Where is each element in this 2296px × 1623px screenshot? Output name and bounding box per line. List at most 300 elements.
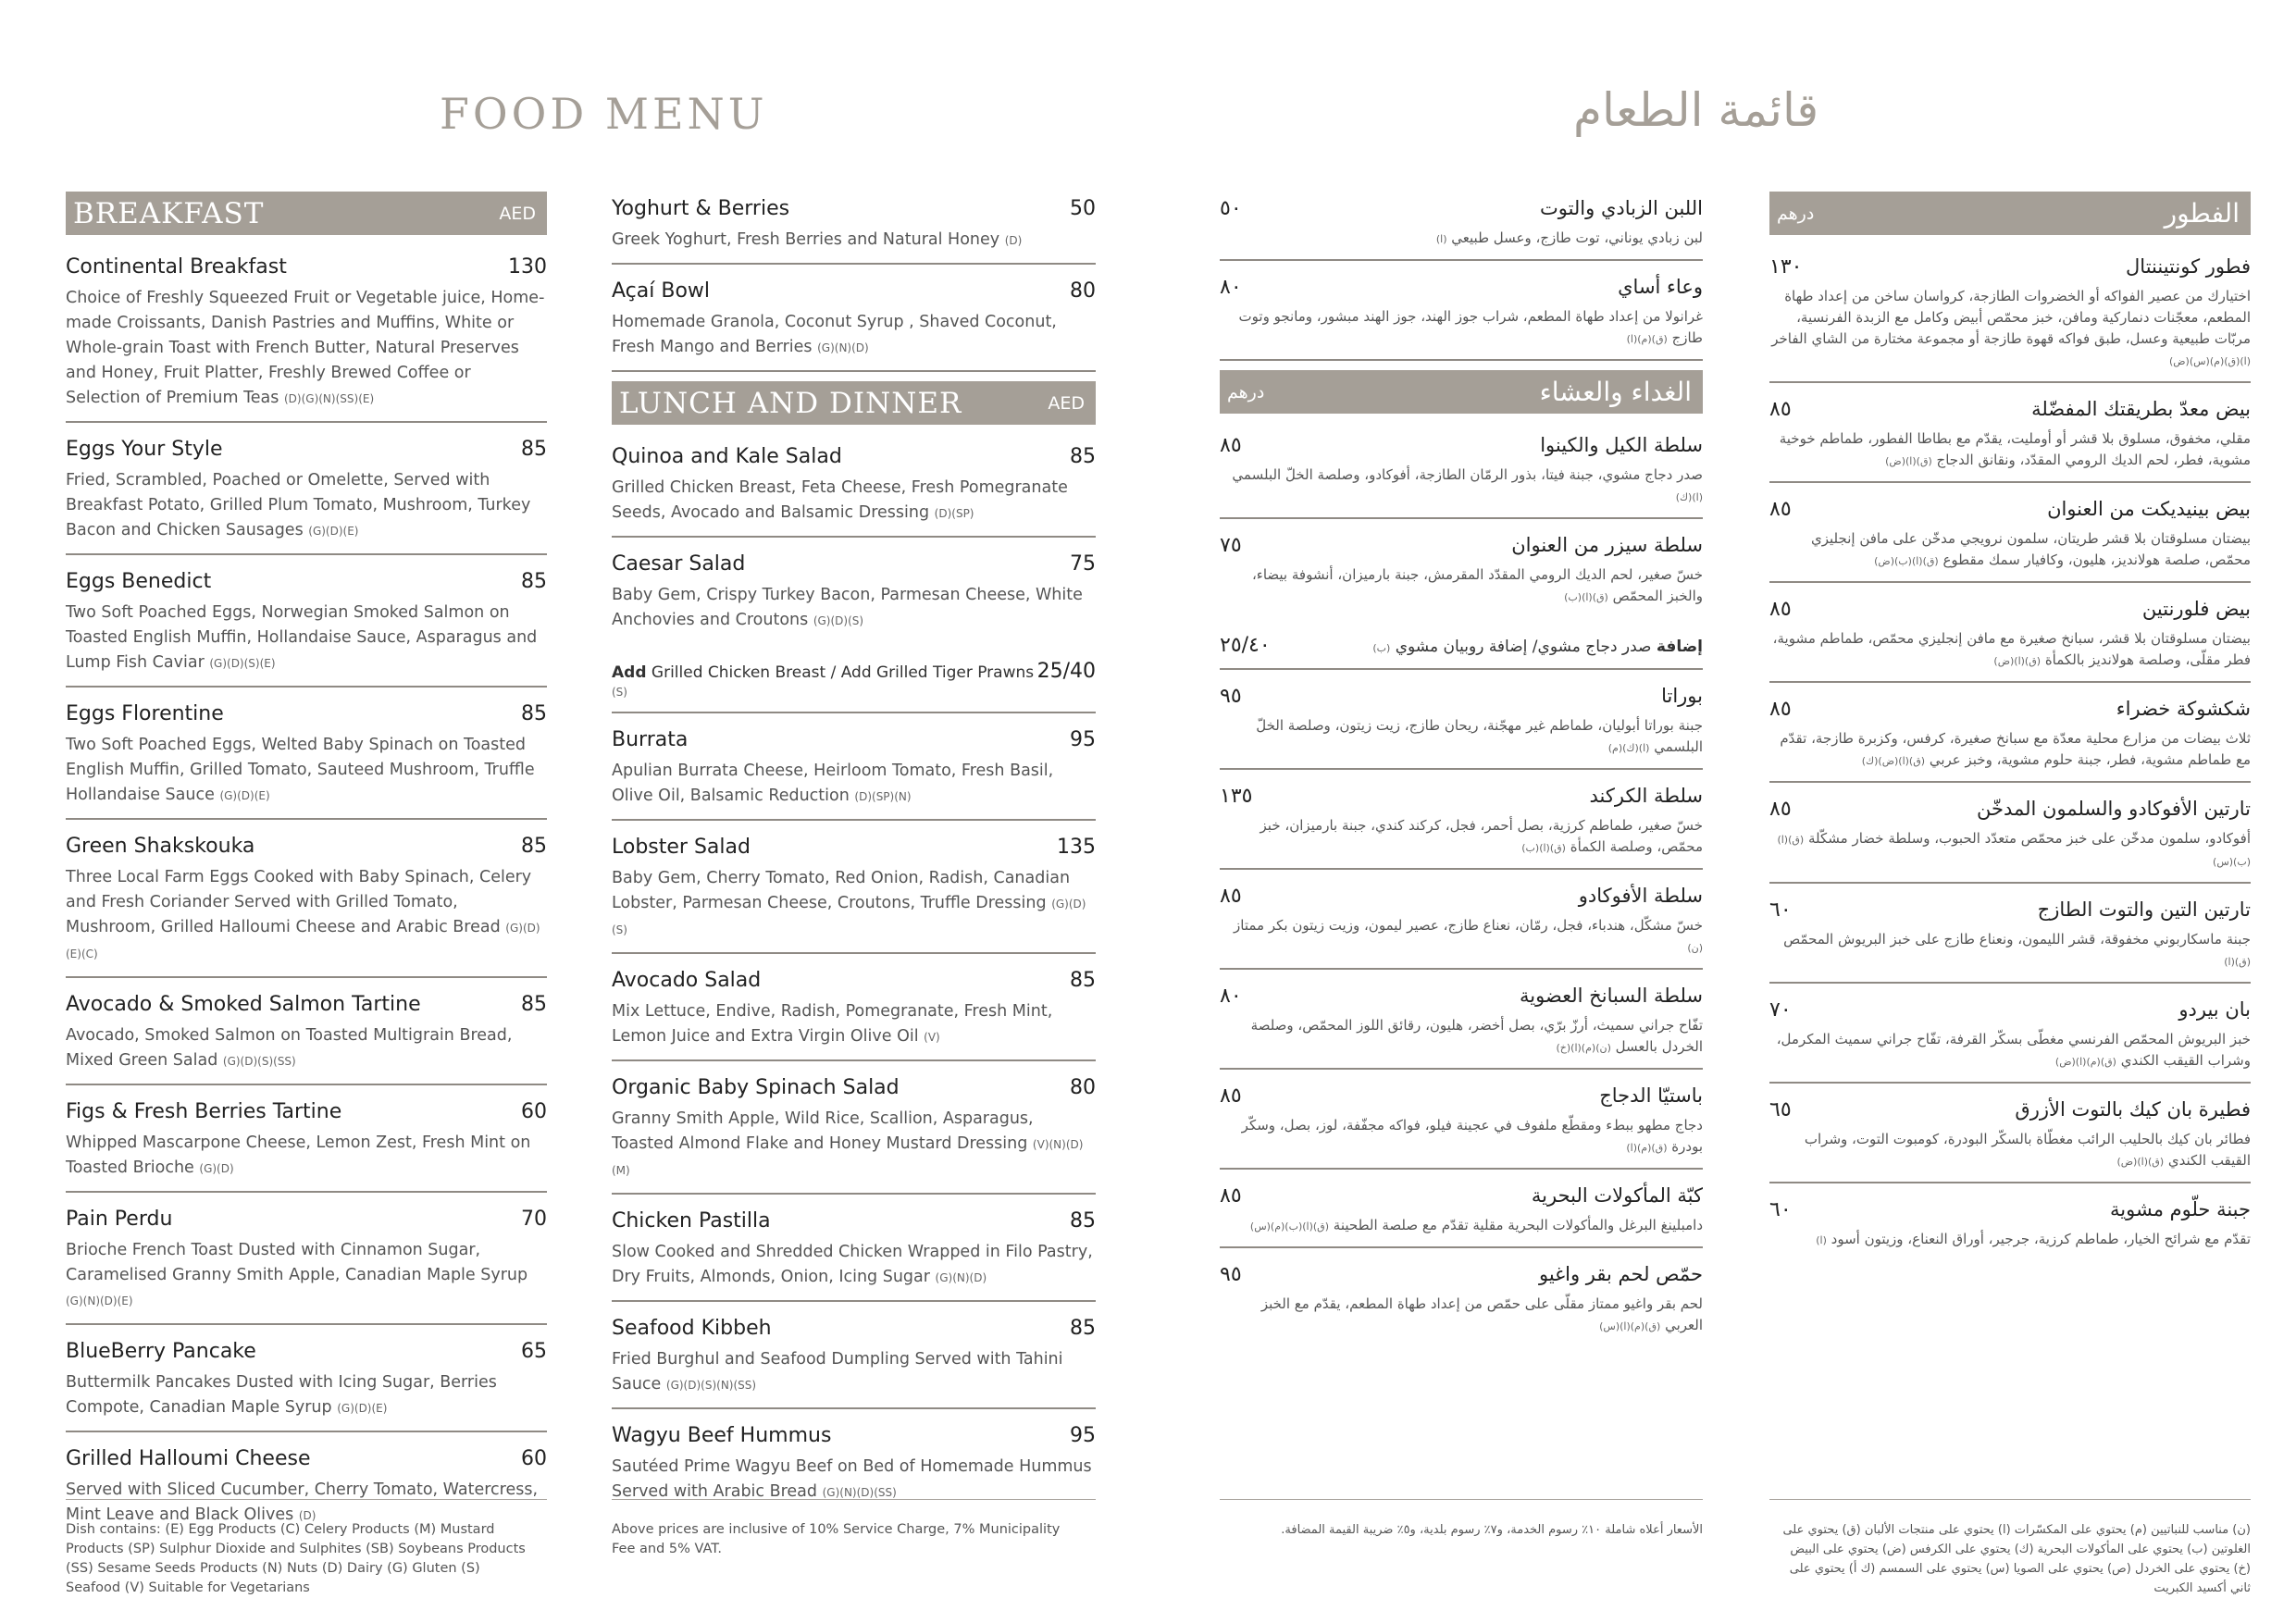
menu-item-allergens: (G)(D)(E) bbox=[337, 1402, 388, 1415]
menu-item bbox=[1220, 528, 1703, 617]
menu-item-allergens: (G)(N)(D) bbox=[817, 341, 869, 354]
menu-item-price: 85 bbox=[521, 438, 547, 461]
menu-item bbox=[1769, 692, 2251, 783]
menu-item bbox=[66, 250, 547, 423]
menu-item-name: Yoghurt & Berries bbox=[612, 197, 790, 220]
menu-item-allergens: (V) bbox=[924, 1031, 940, 1044]
menu-item-desc-text: Two Soft Poached Eggs, Norwegian Smoked Salmon on Toasted English Muffin, Hollandaise Sauce, Asparagus and Lump Fish Caviar bbox=[66, 603, 538, 672]
menu-item-header bbox=[1220, 1184, 1703, 1208]
ar-breakfast-title: الفطور bbox=[2164, 198, 2240, 229]
menu-item-allergens: (G)(N)(D)(E) bbox=[66, 1295, 133, 1307]
menu-item-description bbox=[66, 733, 547, 809]
menu-item-desc-text: خسّ صغير، طماطم كرزية، بصل أحمر، فجل، كركند كندي، جبنة بارميزان، خبز محمّص، وصلصة الكمأة bbox=[1260, 817, 1703, 855]
footer-prices-ar bbox=[1220, 1499, 1703, 1540]
menu-item-header bbox=[66, 1340, 547, 1363]
currency-label: AED bbox=[1048, 392, 1085, 414]
menu-item-desc-text: Granny Smith Apple, Wild Rice, Scallion, Asparagus, Toasted Almond Flake and Honey Mustard Dressing bbox=[612, 1109, 1034, 1153]
menu-item-name: فطور كونتيننتال bbox=[2126, 255, 2251, 278]
menu-item-name: Green Shakskouka bbox=[66, 835, 255, 858]
footer-prices-en bbox=[612, 1499, 1096, 1559]
menu-item-price: 85 bbox=[521, 835, 547, 858]
menu-item bbox=[66, 1202, 547, 1325]
menu-item-price: 85 bbox=[1070, 1317, 1096, 1340]
menu-item bbox=[612, 963, 1096, 1061]
menu-item bbox=[66, 1334, 547, 1432]
menu-item-price: ٨٥ bbox=[1769, 398, 1792, 421]
menu-item-price: ٩٥ bbox=[1220, 685, 1242, 708]
menu-item-price: 80 bbox=[1070, 1076, 1096, 1099]
ar-lunch-column bbox=[1220, 192, 1703, 1356]
menu-item-description bbox=[66, 865, 547, 967]
allergen-legend-ar: (ن) مناسب للنباتيين (م) يحتوي على المكسّرات (ا) يحتوي على منتجات الألبان (ق) يحتوي على الغلوتين (ب) يحتوي على المأكولات البحرية (ك) يحتوي على الكرفس (ض) يحتوي على البيض (خ) يحتوي على الخردل (ص) يحتوي على الصويا (س) يحتوي على السمسم (ك أ) يحتوي على ثاني أكسيد الكبريت bbox=[1782, 1523, 2251, 1595]
menu-item-header bbox=[1769, 398, 2251, 421]
menu-item bbox=[1769, 1093, 2251, 1183]
currency-label: AED bbox=[499, 203, 536, 224]
menu-item bbox=[1769, 492, 2251, 583]
menu-item-allergens: (G)(D)(S) bbox=[813, 614, 864, 627]
menu-item-allergens: (ق)(ا)(ب)(س) bbox=[1777, 834, 2251, 868]
ar-addon-text bbox=[1372, 638, 1703, 656]
menu-item bbox=[612, 1311, 1096, 1409]
menu-item-name: Organic Baby Spinach Salad bbox=[612, 1076, 900, 1099]
menu-item bbox=[1769, 993, 2251, 1084]
menu-item-name: Eggs Florentine bbox=[66, 702, 224, 725]
menu-item-allergens: (G)(D) bbox=[199, 1162, 234, 1175]
menu-item-price: 85 bbox=[1070, 445, 1096, 468]
menu-item-name: سلطة الكركند bbox=[1589, 785, 1703, 807]
menu-item-desc-text: خبز البريوش المحمّص الفرنسي مغطّى بسكّر القرفة، تفّاح جراني سميث المكرمل، وشراب القيقب الكندي bbox=[1776, 1031, 2251, 1069]
menu-item-desc-text: خسّ صغير، لحم الديك الرومي المقدّد المقرمش، جبنة بارميزان، أنشوفة بيضاء، والخبز المحمّص bbox=[1251, 566, 1703, 604]
menu-item-description bbox=[1220, 1015, 1703, 1059]
menu-item bbox=[1220, 428, 1703, 519]
menu-item-name: Lobster Salad bbox=[612, 836, 751, 859]
menu-item-price: ٩٥ bbox=[1220, 1263, 1242, 1286]
menu-item-header bbox=[612, 728, 1096, 751]
menu-item-header bbox=[612, 279, 1096, 303]
menu-item-name: Pain Perdu bbox=[66, 1208, 173, 1231]
menu-item bbox=[1220, 679, 1703, 770]
menu-item-name: اللبن الزبادي والتوت bbox=[1539, 197, 1703, 219]
menu-item bbox=[66, 987, 547, 1085]
menu-item-allergens: (ق)(ا)(ب)(م)(س) bbox=[1249, 1220, 1330, 1233]
menu-item-name: Grilled Halloumi Cheese bbox=[66, 1447, 311, 1470]
menu-item-header bbox=[1220, 1263, 1703, 1286]
menu-item-description bbox=[1769, 286, 2251, 372]
menu-item-header bbox=[612, 1076, 1096, 1099]
price-note-en: Above prices are inclusive of 10% Service Charge, 7% Municipality Fee and 5% VAT. bbox=[612, 1522, 1061, 1556]
menu-item-allergens: (D) bbox=[298, 1509, 316, 1522]
menu-item-description bbox=[1220, 564, 1703, 608]
menu-item-name: بيض معدّ بطريقتك المفضّلة bbox=[2031, 398, 2251, 420]
menu-item bbox=[1769, 592, 2251, 683]
addon-label: Add bbox=[612, 663, 647, 682]
menu-item-allergens: (V)(N)(D)(M) bbox=[612, 1138, 1084, 1177]
menu-item-desc-text: Greek Yoghurt, Fresh Berries and Natural Honey bbox=[612, 230, 1000, 249]
menu-item-description bbox=[612, 1240, 1096, 1291]
menu-item-price: 50 bbox=[1070, 197, 1096, 220]
menu-item-description bbox=[1220, 915, 1703, 959]
menu-item bbox=[1769, 893, 2251, 984]
menu-item-description bbox=[612, 228, 1096, 254]
ar-breakfast-more-list bbox=[1220, 192, 1703, 361]
menu-item-name: Quinoa and Kale Salad bbox=[612, 445, 842, 468]
menu-item-header bbox=[1769, 598, 2251, 621]
menu-item-header bbox=[1220, 197, 1703, 220]
menu-item-description bbox=[66, 1238, 547, 1314]
menu-item-header bbox=[612, 836, 1096, 859]
menu-item-price: 85 bbox=[521, 570, 547, 593]
menu-item-allergens: (G)(D)(S)(N)(SS) bbox=[665, 1379, 757, 1392]
menu-item-price: 65 bbox=[521, 1340, 547, 1363]
menu-item-desc-text: Served with Sliced Cucumber, Cherry Tomato, Watercress, Mint Leave and Black Olives bbox=[66, 1481, 539, 1524]
lunch-column bbox=[612, 192, 1096, 1524]
menu-item-allergens: (D)(SP)(N) bbox=[854, 790, 912, 803]
menu-item-price: ٦٠ bbox=[1769, 898, 1792, 922]
menu-item-price: ٧٠ bbox=[1769, 998, 1792, 1022]
footer-allergens-en bbox=[66, 1499, 547, 1598]
menu-item-header bbox=[1769, 255, 2251, 279]
menu-item-header bbox=[66, 1447, 547, 1470]
menu-item-name: حمّص لحم بقر واغيو bbox=[1538, 1263, 1703, 1285]
menu-item-desc-text: فطائر بان كيك بالحليب الرائب مغطّاة بالسكّر البودرة، كومبوت التوت، وشراب القيقب الكندي bbox=[1804, 1131, 2251, 1169]
menu-item-price: 85 bbox=[521, 993, 547, 1016]
menu-item-header bbox=[1769, 798, 2251, 821]
menu-item-price: 130 bbox=[508, 255, 547, 279]
menu-item-desc-text: Brioche French Toast Dusted with Cinnamon Sugar, Caramelised Granny Smith Apple, Canadian Maple Syrup bbox=[66, 1241, 528, 1284]
menu-item bbox=[66, 829, 547, 978]
menu-item-header bbox=[66, 438, 547, 461]
menu-item-price: ٨٥ bbox=[1769, 698, 1792, 721]
menu-item-allergens: (ق)(م)(ا) bbox=[1626, 1142, 1668, 1154]
menu-item-header bbox=[1769, 1198, 2251, 1221]
menu-item-allergens: (ا)(ق)(م)(س)(ض) bbox=[2168, 355, 2251, 367]
menu-item-desc-text: دجاج مطهو ببطء ومقطّع ملفوف في عجينة فيلو، فواكه مجفّفة، لوز، بصل، وسكّر بودرة bbox=[1241, 1117, 1703, 1155]
title-en: FOOD MENU bbox=[440, 89, 768, 139]
menu-item-header bbox=[1220, 885, 1703, 908]
menu-item-name: سلطة الكيل والكينوا bbox=[1540, 434, 1703, 456]
menu-item-desc-text: Sautéed Prime Wagyu Beef on Bed of Homemade Hummus Served with Arabic Bread bbox=[612, 1457, 1092, 1501]
menu-item-description bbox=[1769, 628, 2251, 672]
menu-item-description bbox=[1769, 1129, 2251, 1172]
menu-item bbox=[1220, 979, 1703, 1070]
menu-item-allergens: (G)(N)(D) bbox=[935, 1271, 987, 1284]
menu-item-desc-text: Two Soft Poached Eggs, Welted Baby Spinach on Toasted English Muffin, Grilled Tomato, Sauteed Mushroom, Truffle Hollandaise Sauce bbox=[66, 736, 535, 804]
menu-item bbox=[1220, 779, 1703, 870]
menu-item-price: ٨٥ bbox=[1220, 434, 1242, 457]
menu-item-name: بان بيردو bbox=[2178, 998, 2251, 1021]
menu-item-desc-text: Baby Gem, Cherry Tomato, Red Onion, Radish, Canadian Lobster, Parmesan Cheese, Croutons, Truffle Dressing bbox=[612, 869, 1071, 912]
menu-item-price: ١٣٥ bbox=[1220, 785, 1253, 808]
menu-item-description bbox=[1220, 815, 1703, 859]
menu-item-description bbox=[612, 1347, 1096, 1398]
menu-item bbox=[612, 547, 1096, 643]
menu-item-allergens: (ق)(ا)(ب) bbox=[1564, 591, 1608, 603]
menu-item-allergens: (G)(D)(S)(E) bbox=[209, 657, 276, 670]
menu-item-description bbox=[66, 1370, 547, 1421]
menu-item-allergens: (G)(D)(S) bbox=[612, 898, 1086, 936]
menu-item-allergens: (ق)(ا)(ض) bbox=[1885, 455, 1932, 467]
menu-item-desc-text: Homemade Granola, Coconut Syrup , Shaved Coconut, Fresh Mango and Berries bbox=[612, 313, 1057, 356]
menu-item-description bbox=[1220, 306, 1703, 350]
lunch-header bbox=[612, 381, 1096, 425]
menu-item-name: Eggs Benedict bbox=[66, 570, 212, 593]
menu-item-header bbox=[66, 1208, 547, 1231]
menu-item bbox=[612, 440, 1096, 538]
menu-item-name: وعاء أساي bbox=[1618, 276, 1703, 298]
menu-item-description bbox=[66, 601, 547, 676]
menu-item-price: 85 bbox=[521, 702, 547, 725]
ar-addon-label: إضافة bbox=[1656, 638, 1703, 656]
menu-item-price: 60 bbox=[521, 1100, 547, 1123]
breakfast-header bbox=[66, 192, 547, 235]
ar-lunch-list-b bbox=[1220, 679, 1703, 1346]
addon-desc: Grilled Chicken Breast / Add Grilled Tiger Prawns bbox=[651, 663, 1035, 682]
menu-item-description bbox=[612, 310, 1096, 361]
menu-item-header bbox=[1769, 998, 2251, 1022]
menu-item-desc-text: Buttermilk Pancakes Dusted with Icing Sugar, Berries Compote, Canadian Maple Syrup bbox=[66, 1373, 497, 1417]
menu-item-header bbox=[612, 1424, 1096, 1447]
menu-item-name: Seafood Kibbeh bbox=[612, 1317, 772, 1340]
menu-item-name: Chicken Pastilla bbox=[612, 1209, 771, 1233]
menu-item bbox=[1769, 1193, 2251, 1260]
menu-item-price: ٨٥ bbox=[1769, 798, 1792, 821]
menu-item-price: ٨٥ bbox=[1220, 1184, 1242, 1208]
lunch-list-b bbox=[612, 723, 1096, 1515]
menu-item-description bbox=[1769, 1029, 2251, 1072]
menu-item-name: Avocado Salad bbox=[612, 969, 762, 992]
menu-item bbox=[612, 274, 1096, 372]
menu-item-price: 135 bbox=[1057, 836, 1096, 859]
menu-item-desc-text: Choice of Freshly Squeezed Fruit or Vegetable juice, Home-made Croissants, Danish Pastries and Muffins, White or Whole-grain Toast with French Butter, Natural Preserves and Honey, Fruit Platter, Freshly Brewed Coffee or Selection of Premium Teas bbox=[66, 289, 545, 407]
breakfast-column bbox=[66, 192, 547, 1547]
menu-item-desc-text: Grilled Chicken Breast, Feta Cheese, Fresh Pomegranate Seeds, Avocado and Balsamic Dressing bbox=[612, 478, 1068, 522]
menu-item-price: ٨٥ bbox=[1769, 498, 1792, 521]
addon-allergens: (S) bbox=[612, 686, 627, 699]
menu-item-desc-text: بيضتان مسلوقتان بلا قشر، سبانخ صغيرة مع مافن إنجليزي محمّص، طماطم مشوية، فطر مقلّى، وصلصة هولانديز بالكمأة bbox=[1772, 630, 2251, 668]
menu-item-desc-text: Mix Lettuce, Endive, Radish, Pomegranate, Fresh Mint, Lemon Juice and Extra Virgin Olive Oil bbox=[612, 1002, 1053, 1046]
menu-item-allergens: (G)(D)(E)(C) bbox=[66, 922, 540, 960]
menu-item-desc-text: Whipped Mascarpone Cheese, Lemon Zest, Fresh Mint on Toasted Brioche bbox=[66, 1134, 531, 1177]
menu-item-name: سلطة الأفوكادو bbox=[1578, 885, 1703, 907]
addon-price: 25/40 bbox=[1036, 660, 1096, 683]
menu-item-description bbox=[66, 468, 547, 544]
menu-item bbox=[612, 1204, 1096, 1302]
menu-item-allergens: (G)(D)(S)(SS) bbox=[222, 1055, 296, 1068]
menu-item bbox=[1220, 1179, 1703, 1248]
menu-item-name: سلطة سيزر من العنوان bbox=[1511, 534, 1703, 556]
breakfast-title: BREAKFAST bbox=[73, 196, 265, 230]
menu-item bbox=[1769, 392, 2251, 483]
menu-item-name: Continental Breakfast bbox=[66, 255, 287, 279]
menu-item-name: Eggs Your Style bbox=[66, 438, 223, 461]
menu-item-price: ٦٥ bbox=[1769, 1098, 1792, 1121]
menu-item-desc-text: خسّ مشكّل، هندباء، فجل، رمّان، نعناع طازج، عصير ليمون، وزيت زيتون بكر ممتاز bbox=[1234, 917, 1703, 934]
menu-item bbox=[1220, 270, 1703, 361]
menu-item bbox=[66, 1095, 547, 1193]
menu-item-header bbox=[1769, 698, 2251, 721]
menu-item-desc-text: Fried, Scrambled, Poached or Omelette, Served with Breakfast Potato, Grilled Plum Tomato, Mushroom, Turkey Bacon and Chicken Sausages bbox=[66, 471, 531, 539]
menu-item-price: 60 bbox=[521, 1447, 547, 1470]
menu-item-header bbox=[612, 445, 1096, 468]
ar-breakfast-column bbox=[1769, 192, 2251, 1270]
menu-item bbox=[612, 192, 1096, 265]
menu-item-name: Figs & Fresh Berries Tartine bbox=[66, 1100, 342, 1123]
menu-item-description bbox=[612, 1107, 1096, 1183]
menu-item-allergens: (G)(D)(E) bbox=[308, 525, 359, 538]
breakfast-list bbox=[66, 250, 547, 1538]
title-ar: قائمة الطعام bbox=[1573, 83, 1819, 137]
menu-item-desc-text: صدر دجاج مشوي، جبنة فيتا، بذور الرمّان الطازجة، أفوكادو، وصلصة الخلّ البلسمي bbox=[1232, 466, 1703, 483]
menu-item-description bbox=[1220, 1115, 1703, 1158]
menu-item-allergens: (ن) bbox=[1687, 942, 1703, 954]
menu-item-name: باستيّا الدجاج bbox=[1599, 1084, 1703, 1107]
menu-item bbox=[612, 830, 1096, 954]
menu-item-allergens: (ق)(م)(ا)(س) bbox=[1599, 1320, 1661, 1332]
menu-item-price: 95 bbox=[1070, 1424, 1096, 1447]
menu-item-price: ٨٥ bbox=[1769, 598, 1792, 621]
menu-item-description bbox=[1769, 428, 2251, 472]
ar-breakfast-header bbox=[1769, 192, 2251, 235]
menu-item-desc-text: تفّاح جراني سميث، أرزّ برّي، بصل أخضر، هليون، رقائق اللوز المحمّص، وصلصة الخردل بالعسل bbox=[1250, 1017, 1703, 1055]
menu-item-allergens: (ق)(ا)(ب)(ض) bbox=[1874, 555, 1939, 567]
addon-row bbox=[612, 652, 1096, 713]
menu-item-desc-text: اختيارك من عصير الفواكه أو الخضروات الطازجة، كرواسان ساخن من إعداد طهاة المطعم، معجّنات دنماركية ومافن، خبز محمّص أبيض وكامل مع الزبدة الفرنسية، مربّات طبيعية وعسل، طبق فواكه قهوة طازجة أو مجموعة مختارة من الشاي الفاخر bbox=[1771, 288, 2251, 347]
menu-item-description bbox=[612, 999, 1096, 1050]
menu-item-header bbox=[66, 702, 547, 725]
menu-item-header bbox=[1220, 1084, 1703, 1108]
menu-item-header bbox=[1769, 498, 2251, 521]
menu-item-allergens: (G)(D)(E) bbox=[219, 789, 270, 802]
menu-item-header bbox=[612, 1317, 1096, 1340]
menu-item-allergens: (ق)(ا) bbox=[2224, 956, 2251, 968]
menu-item-allergens: (ن)(م)(ا)(خ) bbox=[1556, 1042, 1611, 1054]
menu-item bbox=[66, 697, 547, 820]
menu-item-name: Burrata bbox=[612, 728, 689, 751]
menu-item-header bbox=[66, 1100, 547, 1123]
menu-item-header bbox=[1769, 1098, 2251, 1121]
menu-item-name: سلطة السبانخ العضوية bbox=[1519, 985, 1703, 1007]
menu-item-name: Caesar Salad bbox=[612, 552, 746, 576]
menu-item-allergens: (ق)(ا)(ب) bbox=[1521, 842, 1566, 854]
menu-item-header bbox=[66, 255, 547, 279]
menu-item-header bbox=[1220, 985, 1703, 1008]
menu-item bbox=[1769, 250, 2251, 383]
menu-item-desc-text: Baby Gem, Crispy Turkey Bacon, Parmesan Cheese, White Anchovies and Croutons bbox=[612, 586, 1083, 629]
menu-item-allergens: (D)(SP) bbox=[934, 507, 974, 520]
menu-item-price: 85 bbox=[1070, 1209, 1096, 1233]
lunch-title: LUNCH AND DINNER bbox=[619, 386, 962, 420]
menu-item-name: Avocado & Smoked Salmon Tartine bbox=[66, 993, 421, 1016]
menu-item-name: تارتين التين والتوت الطازج bbox=[2037, 898, 2251, 921]
menu-item-desc-text: Avocado, Smoked Salmon on Toasted Multigrain Bread, Mixed Green Salad bbox=[66, 1026, 513, 1070]
menu-item-allergens: (ا) bbox=[1816, 1234, 1827, 1246]
menu-item-description bbox=[1769, 929, 2251, 973]
menu-item-price: 95 bbox=[1070, 728, 1096, 751]
menu-item-allergens: (ق)(ا)(ض)(ك) bbox=[1861, 755, 1926, 767]
menu-item-desc-text: Slow Cooked and Shredded Chicken Wrapped in Filo Pastry, Dry Fruits, Almonds, Onion, Icing Sugar bbox=[612, 1243, 1093, 1286]
ar-currency-label: درهم bbox=[1227, 381, 1265, 403]
menu-item-header bbox=[1220, 785, 1703, 808]
menu-item-header bbox=[1769, 898, 2251, 922]
menu-item-allergens: (ا)(ك)(م) bbox=[1607, 742, 1650, 754]
menu-item-price: 85 bbox=[1070, 969, 1096, 992]
menu-item-allergens: (G)(N)(D)(SS) bbox=[822, 1486, 897, 1499]
menu-item-description bbox=[1220, 715, 1703, 759]
menu-item-header bbox=[1220, 685, 1703, 708]
menu-item-price: 70 bbox=[521, 1208, 547, 1231]
menu-item-name: شكشوكة خضراء bbox=[2116, 698, 2251, 720]
menu-item-desc-text: جبنة ماسكاربوني مخفوقة، قشر الليمون، ونعناع طازج على خبز البريوش المحمّص bbox=[1783, 931, 2251, 948]
menu-item-price: ١٣٠ bbox=[1769, 255, 1803, 279]
menu-item-desc-text: Apulian Burrata Cheese, Heirloom Tomato, Fresh Basil, Olive Oil, Balsamic Reduction bbox=[612, 762, 1054, 805]
menu-item-price: ٨٥ bbox=[1220, 1084, 1242, 1108]
menu-item-header bbox=[612, 1209, 1096, 1233]
menu-item-allergens: (ق)(ا)(ض) bbox=[2116, 1156, 2165, 1168]
menu-item bbox=[66, 432, 547, 555]
menu-item-name: بوراتا bbox=[1661, 685, 1703, 707]
ar-currency-label: درهم bbox=[1777, 203, 1815, 224]
allergen-legend-en: Dish contains: (E) Egg Products (C) Celery Products (M) Mustard Products (SP) Sulphur Dioxide and Sulphites (SB) Soybeans Products (SS) Sesame Seeds Products (N) Nuts (D) Dairy (G) Gluten (S) Seafood (V) Suitable for Vegetarians bbox=[66, 1522, 526, 1595]
menu-item-name: بيض بينيديكت من العنوان bbox=[2047, 498, 2251, 520]
menu-item-desc-text: دامبلينغ البرغل والمأكولات البحرية مقلية تقدّم مع صلصة الطحينة bbox=[1333, 1217, 1703, 1233]
menu-item-price: ٥٠ bbox=[1220, 197, 1242, 220]
menu-item-header bbox=[612, 197, 1096, 220]
menu-item-price: ٨٥ bbox=[1220, 885, 1242, 908]
menu-item-allergens: (ق)(م)(ا)(ض) bbox=[2054, 1056, 2116, 1068]
ar-lunch-list-a bbox=[1220, 428, 1703, 617]
menu-item-description bbox=[66, 1023, 547, 1074]
menu-item-description bbox=[1769, 528, 2251, 572]
menu-item-desc-text: لبن زبادي يوناني، توت طازج، وعسل طبيعي bbox=[1451, 229, 1703, 246]
menu-item-description bbox=[1220, 228, 1703, 250]
price-note-ar: الأسعار أعلاه شاملة ١٠٪ رسوم الخدمة، و٧٪ رسوم بلدية، و٥٪ ضريبة القيمة المضافة. bbox=[1281, 1523, 1703, 1537]
menu-item-name: تارتين الأفوكادو والسلمون المدخّن bbox=[1977, 798, 2251, 820]
ar-breakfast-list bbox=[1769, 250, 2251, 1260]
menu-item-header bbox=[1220, 534, 1703, 557]
menu-item-name: Açaí Bowl bbox=[612, 279, 711, 303]
menu-item-description bbox=[66, 286, 547, 412]
menu-item-name: BlueBerry Pancake bbox=[66, 1340, 256, 1363]
menu-item-description bbox=[612, 866, 1096, 943]
menu-item bbox=[1220, 1258, 1703, 1346]
ar-addon-price: ٢٥/٤٠ bbox=[1220, 634, 1271, 657]
menu-item-desc-text: Three Local Farm Eggs Cooked with Baby Spinach, Celery and Fresh Coriander Served with Grilled Tomato, Mushroom, Grilled Halloumi Cheese and Arabic Bread bbox=[66, 868, 532, 936]
menu-item-price: ٨٠ bbox=[1220, 276, 1242, 299]
breakfast-more-list bbox=[612, 192, 1096, 372]
ar-addon-allergens: (ب) bbox=[1372, 642, 1391, 654]
menu-item-name: بيض فلورنتين bbox=[2141, 598, 2251, 620]
menu-item-price: 75 bbox=[1070, 552, 1096, 576]
ar-addon-desc: صدر دجاج مشوي/ إضافة روبيان مشوي bbox=[1395, 638, 1652, 656]
menu-item-header bbox=[66, 835, 547, 858]
menu-item-desc-text: جبنة بوراتا أبوليان، طماطم غير مهجّنة، ريحان طازج، زيت زيتون، وصلصة الخلّ البلسمي bbox=[1256, 717, 1703, 755]
menu-item bbox=[612, 1071, 1096, 1195]
menu-item bbox=[1220, 192, 1703, 261]
menu-item-name: فطيرة بان كيك بالتوت الأزرق bbox=[2015, 1098, 2251, 1121]
menu-item-description bbox=[612, 759, 1096, 810]
menu-item-description bbox=[1769, 828, 2251, 873]
lunch-list-a bbox=[612, 440, 1096, 643]
menu-item-desc-text: Fried Burghul and Seafood Dumpling Served with Tahini Sauce bbox=[612, 1350, 1063, 1394]
menu-item-header bbox=[612, 552, 1096, 576]
ar-lunch-header bbox=[1220, 370, 1703, 414]
menu-item-description bbox=[66, 1131, 547, 1182]
menu-item-desc-text: بيضتان مسلوقتان بلا قشر طريتان، سلمون نرويجي مدخّن على مافن إنجليزي محمّص، صلصة هولانديز، هليون، وكافيار سمك مقطوع bbox=[1811, 530, 2251, 568]
menu-item-name: Wagyu Beef Hummus bbox=[612, 1424, 832, 1447]
menu-item-header bbox=[1220, 276, 1703, 299]
menu-item-allergens: (ق)(م)(ا) bbox=[1626, 333, 1668, 345]
menu-item bbox=[1220, 879, 1703, 970]
